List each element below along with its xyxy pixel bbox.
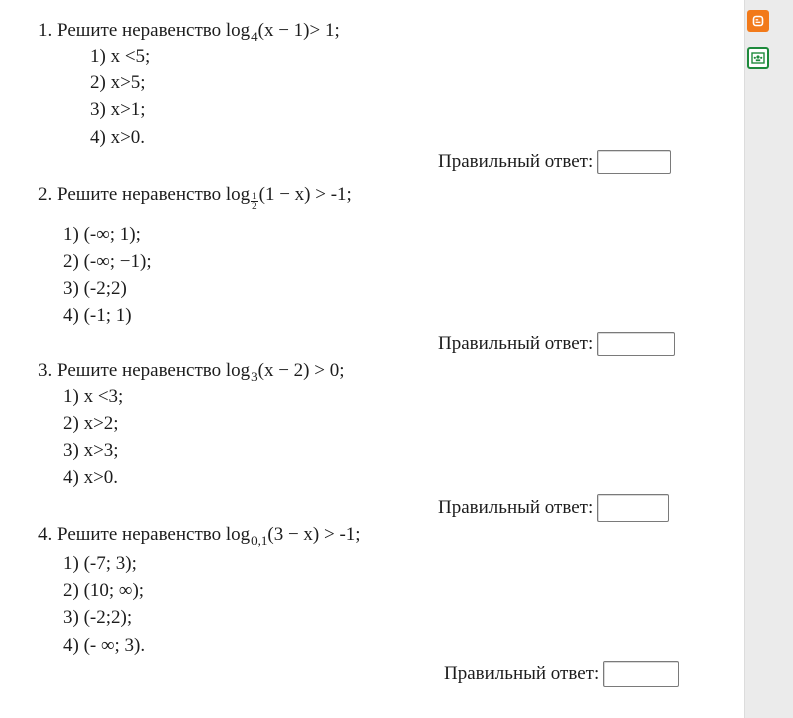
question-1-title: [38, 20, 340, 43]
question-2-option-1[interactable]: 1) (-∞; 1);: [63, 224, 141, 245]
question-4-answer-label: Правильный ответ:: [444, 663, 600, 684]
question-2-rest: (1 − x) > -1;: [258, 184, 352, 205]
blogger-icon[interactable]: [747, 10, 769, 32]
question-2-prefix: 2. Решите неравенство log: [38, 184, 251, 205]
question-1-option-4[interactable]: 4) x>0.: [90, 127, 146, 148]
question-3-answer-row: [438, 494, 669, 522]
question-1-option-2[interactable]: 2) x>5;: [90, 72, 146, 93]
blogger-glyph: [752, 15, 764, 27]
question-2-base-numerator: 1: [252, 191, 257, 202]
question-3-option-1[interactable]: 1) x <3;: [63, 386, 124, 407]
question-2-option-2[interactable]: 2) (-∞; −1);: [63, 251, 152, 272]
question-4-answer-row: [444, 661, 679, 687]
question-4-option-3[interactable]: 3) (-2;2);: [63, 607, 133, 628]
question-2-answer-row: [438, 332, 675, 356]
question-2-option-3[interactable]: 3) (-2;2): [63, 278, 127, 299]
question-1-prefix: 1. Решите неравенство log: [38, 20, 251, 41]
question-4-answer-input[interactable]: [603, 661, 679, 687]
question-4-log-base: 0,1: [251, 533, 268, 548]
question-3-answer-input[interactable]: [597, 494, 669, 522]
question-3-rest: (x − 2) > 0;: [257, 360, 345, 381]
question-1-answer-input[interactable]: [597, 150, 671, 174]
question-1-rest: (x − 1)> 1;: [257, 20, 340, 41]
question-2-answer-input[interactable]: [597, 332, 675, 356]
question-3-option-2[interactable]: 2) x>2;: [63, 413, 119, 434]
question-1-answer-row: [438, 150, 671, 174]
question-4-option-1[interactable]: 1) (-7; 3);: [63, 553, 137, 574]
classroom-icon[interactable]: [747, 47, 769, 69]
classroom-glyph: [751, 51, 765, 65]
question-4-title: [38, 524, 361, 547]
question-1-answer-label: Правильный ответ:: [438, 151, 594, 172]
question-3-option-4[interactable]: 4) x>0.: [63, 467, 119, 488]
question-1-log-base: 4: [251, 29, 258, 44]
question-3-answer-label: Правильный ответ:: [438, 497, 594, 518]
question-4-prefix: 4. Решите неравенство log: [38, 524, 251, 545]
question-2-answer-label: Правильный ответ:: [438, 333, 594, 354]
question-2-option-4[interactable]: 4) (-1; 1): [63, 305, 132, 326]
question-2-log-base-fraction: [251, 192, 258, 211]
question-2-base-denominator: 2: [252, 201, 257, 212]
question-3-option-3[interactable]: 3) x>3;: [63, 440, 119, 461]
question-3-title: [38, 360, 345, 383]
question-4-option-4[interactable]: 4) (- ∞; 3).: [63, 635, 146, 656]
right-side-rail: [744, 0, 793, 718]
question-1-option-3[interactable]: 3) x>1;: [90, 99, 146, 120]
question-3-prefix: 3. Решите неравенство log: [38, 360, 251, 381]
question-4-option-2[interactable]: 2) (10; ∞);: [63, 580, 145, 601]
question-2-title: [38, 184, 352, 212]
question-4-rest: (3 − x) > -1;: [267, 524, 361, 545]
question-3-log-base: 3: [251, 369, 258, 384]
question-1-option-1[interactable]: 1) x <5;: [90, 46, 151, 67]
